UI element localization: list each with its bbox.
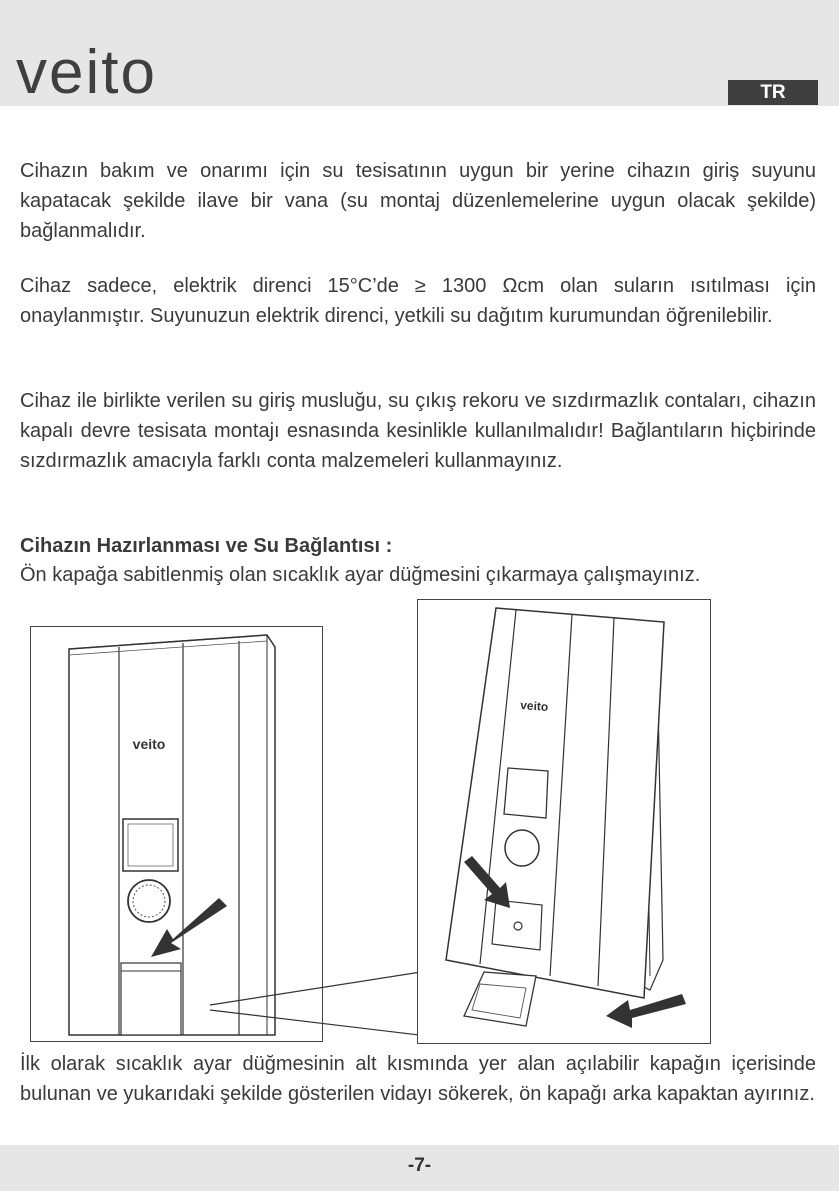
paragraph-valve-installation: Cihazın bakım ve onarımı için su tesisatının uygun bir yerine cihazın giriş suyunu kapatacak şekilde ilave bir vana (su montaj düzenlemelerine uygun olacak şekilde) bağlanmalıdır. <box>20 160 816 242</box>
open-device-logo: veito <box>519 698 549 714</box>
paragraph-knob-warning: Ön kapağa sabitlenmiş olan sıcaklık ayar düğmesini çıkarmaya çalışmayınız. <box>20 564 701 586</box>
screw-icon <box>514 922 522 930</box>
paragraph-seal-usage: Cihaz ile birlikte verilen su giriş musluğu, su çıkış rekoru ve sızdırmazlık contaları, cihazın kapalı devre tesisata montajı esnasında kesinlikle kullanılmalıdır! Bağlantıların hiçbirinde sızdırmazlık amacıyla farklı conta malzemeleri kullanmayınız. <box>20 390 816 472</box>
paragraph-water-resistance: Cihaz sadece, elektrik direnci 15°C’de ≥ 1300 Ωcm olan suların ısıtılması için onaylanmıştır. Suyunuzun elektrik direnci, yetkili su dağıtım kurumundan öğrenilebilir. <box>20 275 816 327</box>
section-heading: Cihazın Hazırlanması ve Su Bağlantısı : <box>20 535 393 557</box>
page-footer <box>0 1145 839 1191</box>
figure-open-view <box>417 599 711 1044</box>
brand-logo: veito <box>16 38 157 107</box>
page-number: -7- <box>407 1155 432 1176</box>
paragraph-remove-screw: İlk olarak sıcaklık ayar düğmesinin alt kısmında yer alan açılabilir kapağın içerisinde bulunan ve yukarıdaki şekilde gösterilen vidayı sökerek, ön kapağı arka kapaktan ayırınız. <box>20 1053 816 1105</box>
front-device-logo: veito <box>132 736 166 752</box>
language-badge: TR <box>728 80 818 105</box>
device-open-illustration <box>418 600 710 1043</box>
separate-arrow-icon <box>606 994 686 1028</box>
